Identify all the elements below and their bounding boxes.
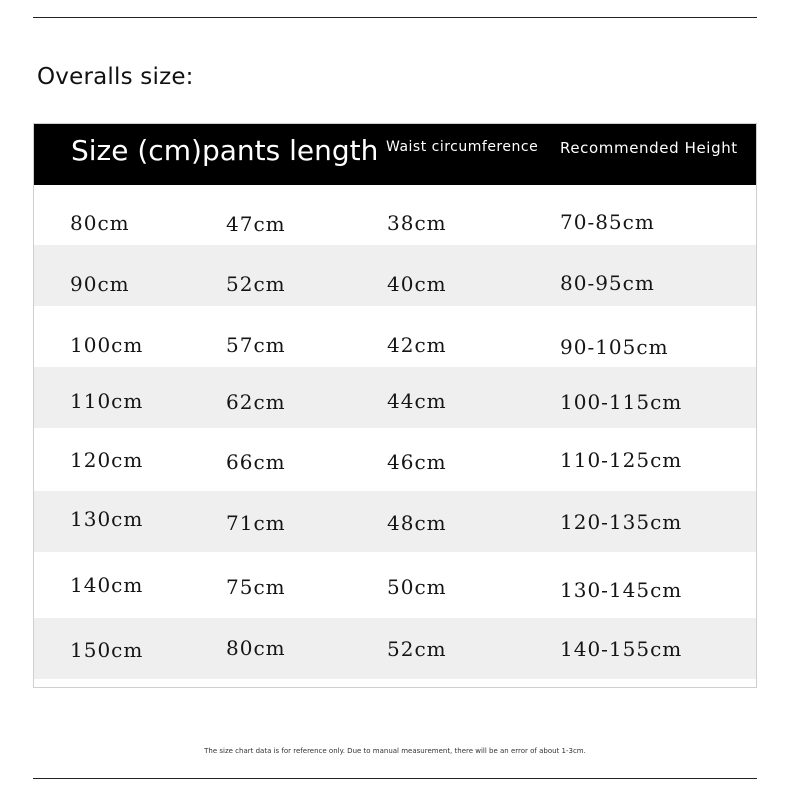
table-row — [34, 491, 756, 552]
cell-height: 110-125cm — [560, 448, 683, 472]
header-pants-length: pants length — [202, 134, 379, 167]
cell-height: 90-105cm — [560, 335, 669, 359]
cell-waist: 50cm — [387, 575, 447, 599]
cell-pants-length: 80cm — [226, 636, 286, 660]
section-title: Overalls size: — [37, 64, 194, 90]
bottom-divider — [33, 778, 757, 779]
cell-size: 90cm — [70, 272, 130, 296]
cell-size: 110cm — [70, 389, 144, 413]
cell-pants-length: 57cm — [226, 333, 286, 357]
cell-pants-length: 66cm — [226, 450, 286, 474]
header-waist-circumference: Waist circumference — [386, 139, 539, 155]
cell-size: 130cm — [70, 507, 144, 531]
cell-size: 100cm — [70, 333, 144, 357]
header-size: Size (cm) — [71, 134, 202, 167]
cell-pants-length: 71cm — [226, 511, 286, 535]
top-divider — [33, 17, 757, 18]
cell-pants-length: 47cm — [226, 212, 286, 236]
cell-height: 80-95cm — [560, 271, 655, 295]
table-row — [34, 428, 756, 491]
cell-size: 150cm — [70, 638, 144, 662]
cell-waist: 38cm — [387, 211, 447, 235]
table-header — [34, 124, 756, 185]
cell-waist: 46cm — [387, 450, 447, 474]
cell-height: 100-115cm — [560, 390, 683, 414]
table-row — [34, 618, 756, 679]
size-chart-table — [33, 123, 757, 688]
cell-pants-length: 52cm — [226, 272, 286, 296]
table-row — [34, 552, 756, 618]
cell-waist: 52cm — [387, 637, 447, 661]
table-row — [34, 185, 756, 245]
cell-pants-length: 75cm — [226, 575, 286, 599]
cell-pants-length: 62cm — [226, 390, 286, 414]
cell-height: 130-145cm — [560, 578, 683, 602]
header-recommended-height: Recommended Height — [560, 139, 738, 157]
cell-waist: 40cm — [387, 272, 447, 296]
cell-size: 80cm — [70, 211, 130, 235]
cell-waist: 44cm — [387, 389, 447, 413]
cell-waist: 42cm — [387, 333, 447, 357]
table-row — [34, 306, 756, 367]
cell-height: 70-85cm — [560, 210, 655, 234]
table-row — [34, 367, 756, 428]
footnote: The size chart data is for reference only. Due to manual measurement, there will be an error of about 1-3cm. — [204, 747, 586, 755]
cell-waist: 48cm — [387, 511, 447, 535]
cell-height: 140-155cm — [560, 637, 683, 661]
table-row — [34, 245, 756, 306]
cell-size: 120cm — [70, 448, 144, 472]
cell-height: 120-135cm — [560, 510, 683, 534]
cell-size: 140cm — [70, 573, 144, 597]
